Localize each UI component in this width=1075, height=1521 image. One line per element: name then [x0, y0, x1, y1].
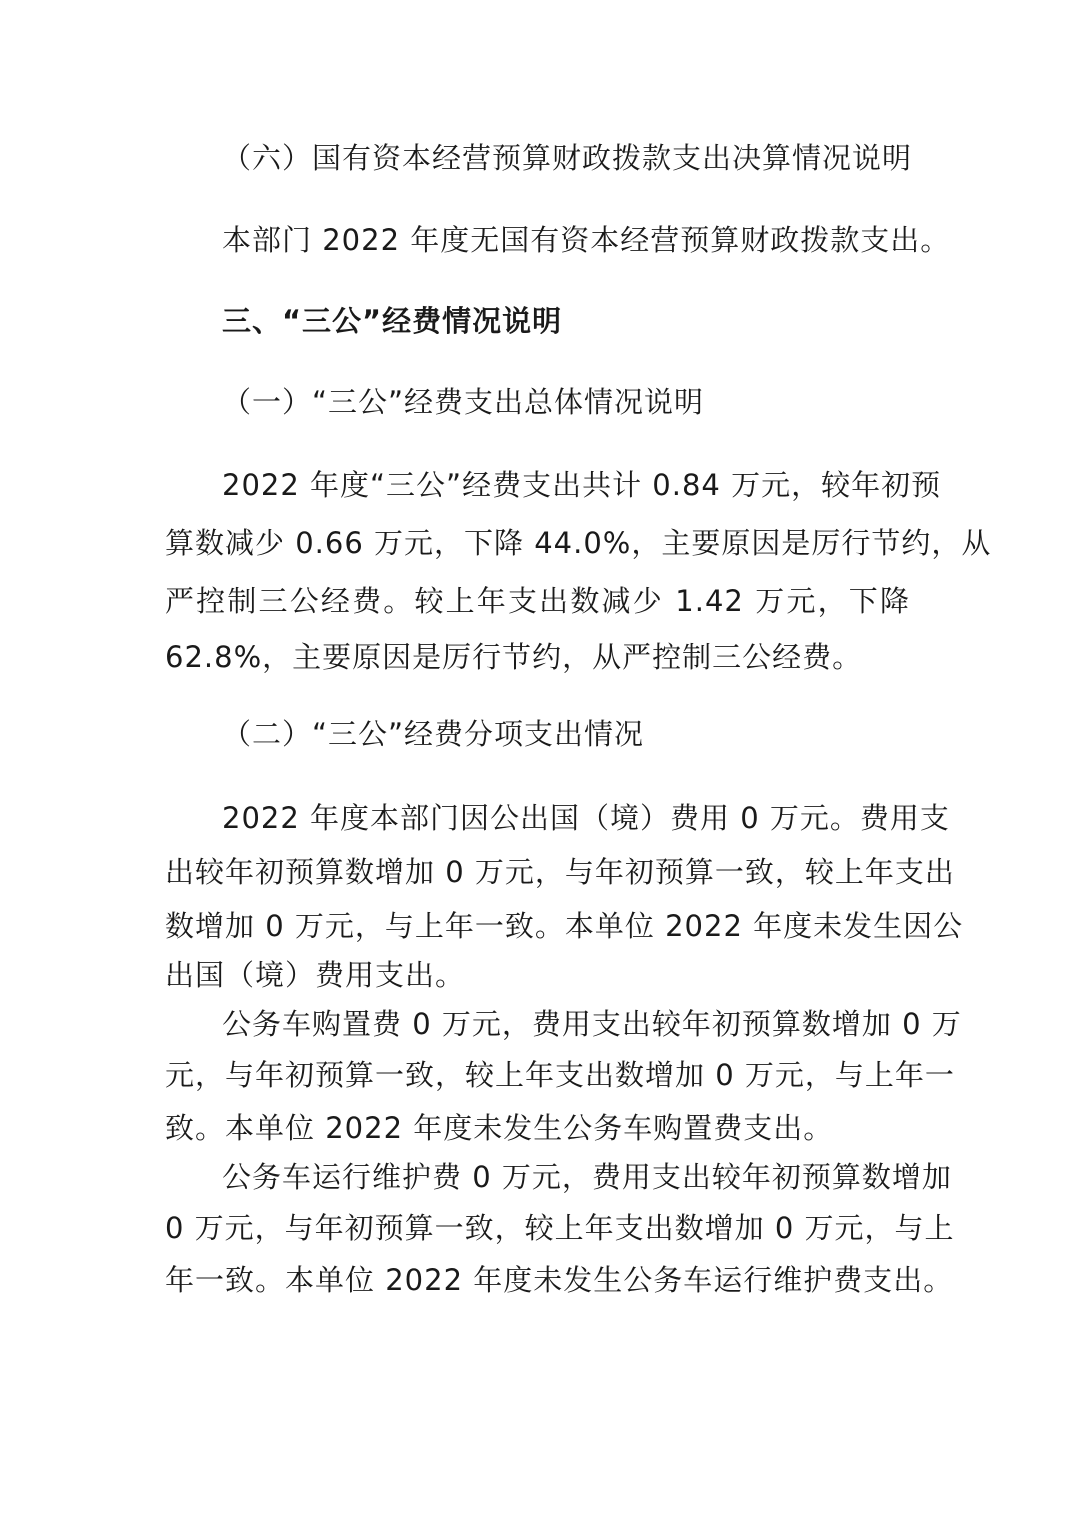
paragraph-line: 算数减少 0.66 万元，下降 44.0%，主要原因是厉行节约，从 [165, 526, 992, 560]
paragraph-line: 62.8%，主要原因是厉行节约，从严控制三公经费。 [165, 640, 863, 674]
paragraph-line: 出国（境）费用支出。 [165, 958, 466, 992]
paragraph-line: 致。本单位 2022 年度未发生公务车购置费支出。 [165, 1111, 834, 1145]
subsection-heading-2: （二）“三公”经费分项支出情况 [222, 717, 645, 751]
subsection-heading-1: （一）“三公”经费支出总体情况说明 [222, 385, 705, 419]
paragraph-line: 元，与年初预算一致，较上年支出数增加 0 万元，与上年一 [165, 1058, 955, 1092]
paragraph-line: 年一致。本单位 2022 年度未发生公务车运行维护费支出。 [165, 1263, 954, 1297]
section-heading-3: 三、“三公”经费情况说明 [222, 304, 563, 338]
paragraph-line: 公务车购置费 0 万元，费用支出较年初预算数增加 0 万 [222, 1007, 962, 1041]
section-heading-6: （六）国有资本经营预算财政拨款支出决算情况说明 [222, 141, 913, 175]
paragraph-line: 0 万元，与年初预算一致，较上年支出数增加 0 万元，与上 [165, 1211, 955, 1245]
paragraph-line: 公务车运行维护费 0 万元，费用支出较年初预算数增加 [222, 1160, 952, 1194]
paragraph-line: 出较年初预算数增加 0 万元，与年初预算一致，较上年支出 [165, 855, 955, 889]
paragraph-line: 数增加 0 万元，与上年一致。本单位 2022 年度未发生因公 [165, 909, 964, 943]
paragraph-line: 2022 年度本部门因公出国（境）费用 0 万元。费用支 [222, 801, 950, 835]
paragraph-line: 2022 年度“三公”经费支出共计 0.84 万元，较年初预 [222, 468, 942, 502]
paragraph-line: 严控制三公经费。较上年支出数减少 1.42 万元，下降 [165, 584, 910, 618]
paragraph-line: 本部门 2022 年度无国有资本经营预算财政拨款支出。 [222, 223, 951, 257]
